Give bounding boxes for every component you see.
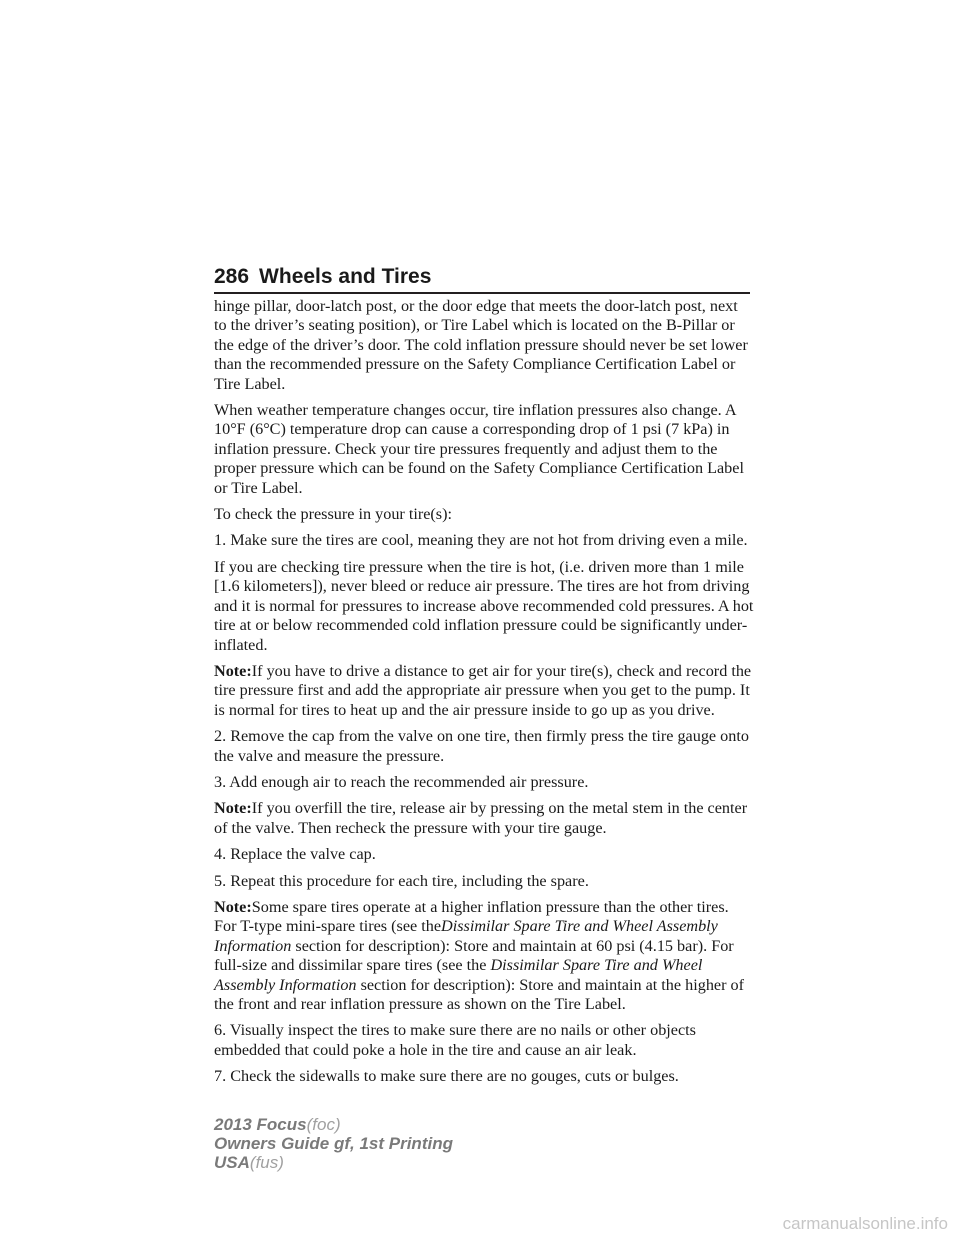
note-label: Note: [214,897,252,916]
note-3 [214,898,754,1014]
page-footer [214,1115,453,1172]
footer-market-code: (fus) [249,1153,284,1172]
footer-line-market [214,1153,453,1172]
note-label: Note: [214,661,252,680]
note-3-text-b: section for description): Store and maintain at 60 psi (4.15 bar). For full-size and dissimilar spare tires (see the [214,936,734,975]
page-number: 286 [214,265,250,288]
site-watermark: carmanualsonline.info [782,1214,948,1233]
note-1 [214,662,754,720]
footer-model-code: (foc) [306,1115,341,1134]
note-2-text: If you overfill the tire, release air by pressing on the metal stem in the center of the valve. Then recheck the pressure with your tire gauge. [214,799,748,837]
step-7: 7. Check the sidewalls to make sure there are no gouges, cuts or bulges. [214,1067,679,1086]
paragraph-temperature: When weather temperature changes occur, tire inflation pressures also change. A 10°F (6°C) temperature drop can cause a corresponding drop of 1 psi (7 kPa) in inflation pressure. Check your tire pressures frequently and adjust them to the proper pressure which can be found on the Safety Compliance Certification Label or Tire Label. [214,401,744,497]
note-1-text: If you have to drive a distance to get air for your tire(s), check and record the tire pressure first and add the appropriate air pressure when you get to the pump. It is normal for tires to heat up and the air pressure inside to go up as you drive. [214,661,752,719]
note-3-text-c: section for description): Store and maintain at the higher of the front and rear inflation pressure as shown on the Tire Label. [214,975,745,1013]
footer-line-model [214,1115,453,1134]
note-label: Note: [214,799,252,818]
note-3-text-a: Some spare tires operate at a higher inflation pressure than the other tires. For T-type mini-spare tires (see the [214,897,729,936]
step-6: 6. Visually inspect the tires to make sure there are no nails or other objects embedded that could poke a hole in the tire and cause an air leak. [214,1021,696,1059]
footer-market: USA [214,1153,250,1172]
step-1: 1. Make sure the tires are cool, meaning they are not hot from driving even a mile. [214,531,748,550]
note-3-reference-1: Dissimilar Spare Tire and Wheel Assembly Information [214,917,718,955]
note-3-reference-2: Dissimilar Spare Tire and Wheel Assembly Information [214,956,703,994]
paragraph-intro-check: To check the pressure in your tire(s): [214,505,452,524]
step-3: 3. Add enough air to reach the recommended air pressure. [214,772,589,791]
paragraph-door-label: hinge pillar, door-latch post, or the door edge that meets the door-latch post, next to the driver’s seating position), or Tire Label which is located on the B-Pillar or the edge of the driver’s door. The cold inflation pressure should never be set lower than the recommended pressure on the Safety Compliance Certification Label or Tire Label. [214,297,748,393]
note-2 [214,799,754,838]
paragraph-hot-tire: If you are checking tire pressure when the tire is hot, (i.e. driven more than 1 mile [1.6 kilometers]), never bleed or reduce air pressure. The tires are hot from driving and it is normal for pressures to increase above recommended cold pressures. A hot tire at or below recommended cold inflation pressure could be significantly under-inflated. [214,557,754,654]
page-header [214,252,750,294]
step-5: 5. Repeat this procedure for each tire, including the spare. [214,871,589,890]
step-2: 2. Remove the cap from the valve on one tire, then firmly press the tire gauge onto the valve and measure the pressure. [214,727,749,765]
page-body [214,297,754,1094]
footer-line-guide: Owners Guide gf, 1st Printing [214,1134,453,1153]
section-title: Wheels and Tires [259,265,432,288]
step-4: 4. Replace the valve cap. [214,845,376,864]
footer-model: 2013 Focus [214,1115,307,1134]
